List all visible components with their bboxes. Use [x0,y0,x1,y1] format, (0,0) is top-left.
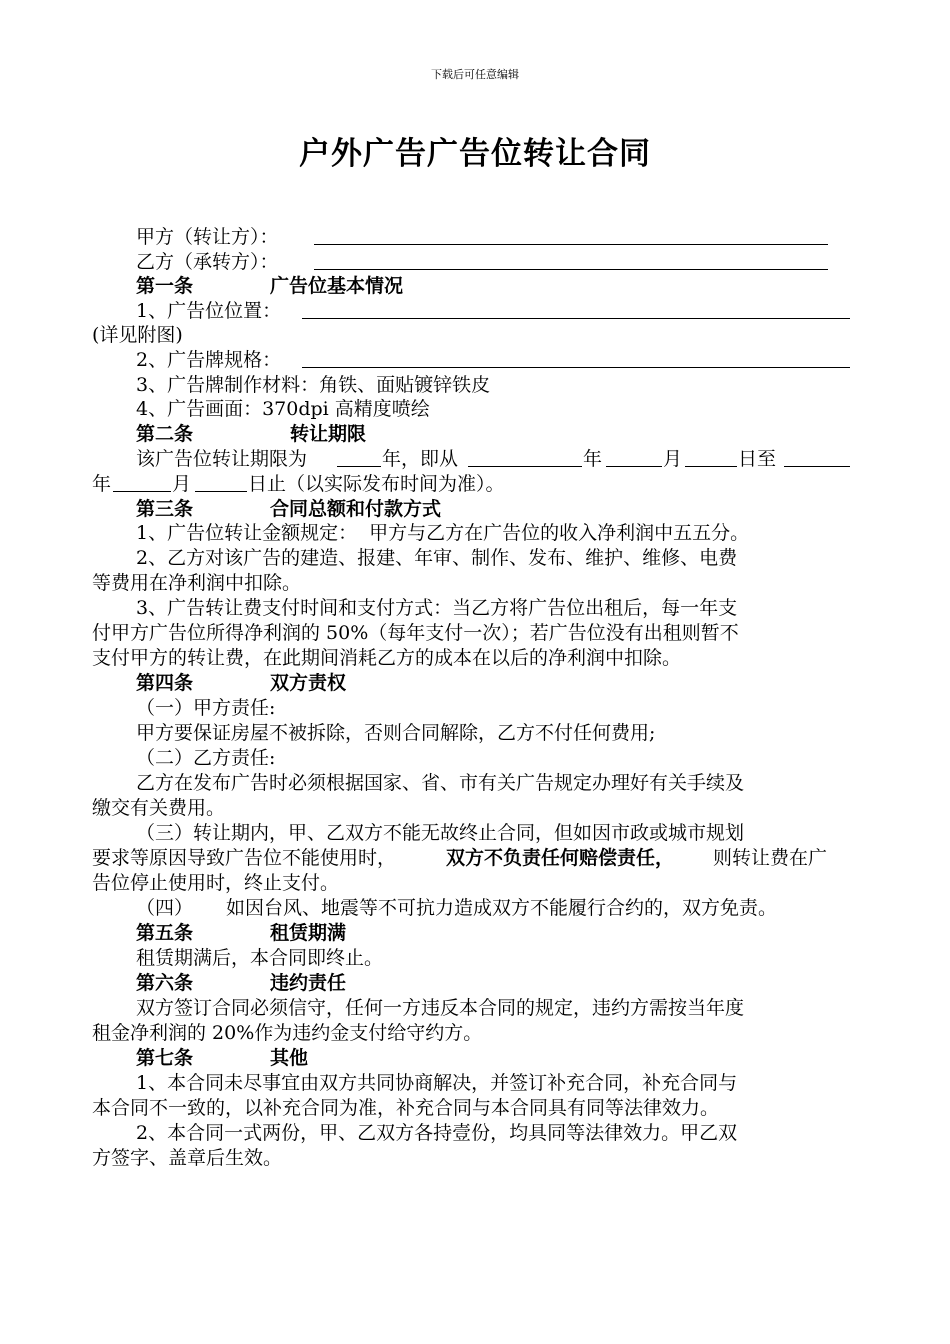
article-3-name: 合同总额和付款方式 [270,498,442,520]
term-text-2: 年，即从 [382,448,459,470]
fee-rule-text: 1、广告位转让金额规定： 甲方与乙方在广告位的收入净利润中五五分。 [136,522,750,544]
article-6-heading [0,971,950,996]
article-5-heading [0,921,950,946]
article-4-number: 第四条 [136,672,194,694]
termination-clause-text-a: 要求等原因导致广告位不能使用时， [92,847,397,869]
article-3-line-3 [0,571,950,596]
article-3-line-1 [0,521,950,546]
article-1-item-2 [0,348,950,373]
term-text-3: 年 [583,448,603,470]
article-4-heading [0,671,950,696]
party-b-duty-heading: （二）乙方责任: [136,747,276,769]
sign-material-text: 3、广告牌制作材料：角铁、面贴镀锌铁皮 [136,374,491,396]
article-2-heading [0,422,950,447]
article-4-name: 双方责权 [270,672,347,694]
party-b-duty-text: 乙方在发布广告时必须根据国家、省、市有关广告规定办理好有关手续及 [136,772,745,794]
header-note: 下载后可任意编辑 [431,68,519,81]
party-a-duty-heading: （一）甲方责任: [136,697,276,719]
termination-clause-text-c: 则转让费在广 [713,847,828,869]
article-7-name: 其他 [270,1047,309,1069]
article-5-line-1 [0,946,950,971]
article-3-heading [0,497,950,522]
start-year-blank [468,447,582,467]
article-1-item-1-cont [0,323,950,348]
article-7-line-1 [0,1071,950,1096]
termination-clause-text-end: 告位停止使用时，终止支付。 [92,872,340,894]
end-day-blank [195,472,247,492]
article-4-line-8 [0,871,950,896]
party-a-line [0,225,950,250]
article-2-line-2 [0,472,950,497]
article-2-line-1 [0,447,950,472]
other-clause-2: 2、本合同一式两份，甲、乙双方各持壹份，均具同等法律效力。甲乙双 [136,1122,738,1144]
article-4-line-3 [0,746,950,771]
article-1-item-4 [0,397,950,422]
payment-method-text-cont-1: 付甲方广告位所得净利润的 50%（每年支付一次）；若广告位没有出租则暂不 [92,622,739,644]
lease-end-text: 租赁期满后，本合同即终止。 [136,947,384,969]
article-1-item-1 [0,299,950,324]
article-7-line-4 [0,1146,950,1171]
party-b-duty-text-cont: 缴交有关费用。 [92,797,226,819]
article-4-line-5 [0,796,950,821]
article-4-line-4 [0,771,950,796]
article-1-name: 广告位基本情况 [270,275,404,297]
sign-spec-label: 2、广告牌规格： [136,349,282,371]
article-3-number: 第三条 [136,498,194,520]
article-4-line-6 [0,821,950,846]
cost-deduction-text-cont: 等费用在净利润中扣除。 [92,572,302,594]
end-month-blank [113,472,171,492]
sign-spec-blank [302,348,850,368]
party-b-line [0,250,950,275]
article-7-line-2 [0,1096,950,1121]
article-3-line-5 [0,621,950,646]
article-4-line-1 [0,696,950,721]
article-4-line-7 [0,846,950,871]
article-3-line-4 [0,596,950,621]
other-clause-2-cont: 方签字、盖章后生效。 [92,1147,283,1169]
start-day-blank [685,447,737,467]
article-5-number: 第五条 [136,922,194,944]
breach-text-cont: 租金净利润的 20%作为违约金支付给守约方。 [92,1022,483,1044]
article-1-heading [0,274,950,299]
article-6-number: 第六条 [136,972,194,994]
article-7-number: 第七条 [136,1047,194,1069]
termination-clause-text: （三）转让期内，甲、乙双方不能无故终止合同，但如因市政或城市规划 [136,822,745,844]
article-7-heading [0,1046,950,1071]
article-4-line-9 [0,896,950,921]
payment-method-text-cont-2: 支付甲方的转让费，在此期间消耗乙方的成本在以后的净利润中扣除。 [92,647,682,669]
ad-location-label: 1、广告位位置： [136,300,282,322]
article-6-line-2 [0,1021,950,1046]
term-text-8: 日止（以实际发布时间为准）。 [248,473,505,495]
article-3-line-6 [0,646,950,671]
document-title: 户外广告广告位转让合同 [299,136,651,172]
article-1-item-3 [0,373,950,398]
article-7-line-3 [0,1121,950,1146]
party-a-duty-text: 甲方要保证房屋不被拆除，否则合同解除，乙方不付任何费用; [136,722,656,744]
no-liability-emphasis: 双方不负责任何赔偿责任， [446,847,675,869]
article-5-name: 租赁期满 [270,922,347,944]
article-6-line-1 [0,996,950,1021]
cost-deduction-text: 2、乙方对该广告的建造、报建、年审、制作、发布、维护、维修、电费 [136,547,738,569]
article-4-line-2 [0,721,950,746]
term-text-1: 该广告位转让期限为 [136,448,308,470]
force-majeure-number: （四） [136,897,194,919]
party-b-blank [314,250,828,270]
term-text-6: 年 [92,473,112,495]
party-a-blank [314,225,828,245]
party-b-label: 乙方（承转方）： [136,251,279,273]
breach-text: 双方签订合同必须信守，任何一方违反本合同的规定，违约方需按当年度 [136,997,745,1019]
see-attached-note: (详见附图) [92,324,183,346]
force-majeure-text: 如因台风、地震等不可抗力造成双方不能履行合约的，双方免责。 [226,897,778,919]
term-text-7: 月 [172,473,192,495]
party-a-label: 甲方（转让方）： [136,226,279,248]
start-month-blank [606,447,662,467]
payment-method-text: 3、广告转让费支付时间和支付方式：当乙方将广告位出租后，每一年支 [136,597,738,619]
other-clause-1: 1、本合同未尽事宜由双方共同协商解决，并签订补充合同，补充合同与 [136,1072,738,1094]
ad-image-text: 4、广告画面：370dpi 高精度喷绘 [136,398,430,420]
article-2-number: 第二条 [136,423,194,445]
other-clause-1-cont: 本合同不一致的，以补充合同为准，补充合同与本合同具有同等法律效力。 [92,1097,720,1119]
term-text-4: 月 [663,448,683,470]
end-year-blank [784,447,850,467]
term-text-5: 日至 [738,448,777,470]
term-years-blank [337,447,381,467]
article-3-line-2 [0,546,950,571]
article-6-name: 违约责任 [270,972,347,994]
ad-location-blank [302,299,850,319]
article-2-name: 转让期限 [290,423,367,445]
article-1-number: 第一条 [136,275,194,297]
